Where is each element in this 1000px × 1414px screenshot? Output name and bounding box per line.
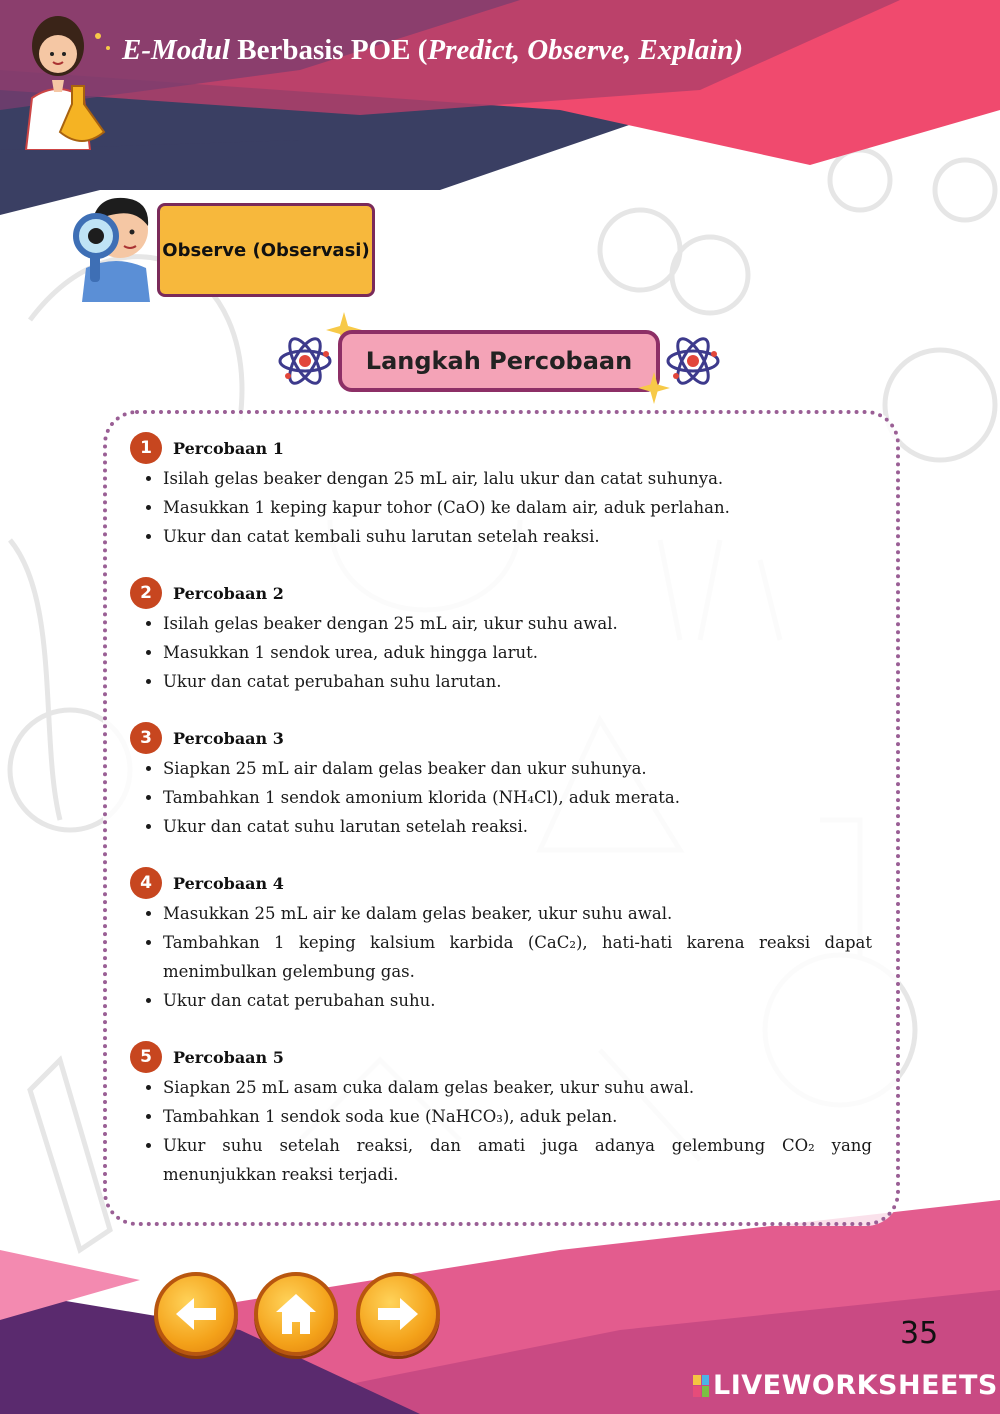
number-badge: 3	[130, 722, 162, 754]
step-list	[130, 609, 872, 696]
number-badge: 2	[130, 577, 162, 609]
observe-label-box	[157, 203, 375, 297]
arrow-right-icon	[374, 1290, 422, 1338]
previous-page-button[interactable]	[154, 1272, 238, 1356]
brand-text: LIVEWORKSHEETS	[713, 1370, 998, 1401]
header-title-emodul: E-Modul	[122, 34, 230, 66]
step-item: • Ukur dan catat suhu larutan setelah reaksi.	[163, 812, 872, 841]
header-title-middle: Berbasis POE (	[229, 34, 428, 66]
experiment-section-4	[130, 867, 872, 1015]
step-list	[130, 1073, 872, 1189]
experiment-section-3	[130, 722, 872, 841]
step-list	[130, 754, 872, 841]
observe-label: Observe (Observasi)	[162, 239, 370, 261]
experiment-heading	[130, 432, 872, 464]
experiment-section-5	[130, 1041, 872, 1189]
experiment-heading	[130, 867, 872, 899]
langkah-percobaan-banner	[338, 330, 660, 392]
step-item: • Masukkan 1 keping kapur tohor (CaO) ke dalam air, aduk perlahan.	[163, 493, 872, 522]
number-badge: 5	[130, 1041, 162, 1073]
step-item: • Siapkan 25 mL asam cuka dalam gelas beaker, ukur suhu awal.	[163, 1073, 872, 1102]
experiment-title: Percobaan 3	[173, 728, 284, 748]
scientist-girl-illustration	[12, 8, 120, 150]
step-list	[130, 899, 872, 1015]
step-item: • Tambahkan 1 sendok amonium klorida (NH₄Cl), aduk merata.	[163, 783, 872, 812]
experiment-title: Percobaan 1	[173, 438, 284, 458]
boy-magnifier-illustration	[66, 184, 162, 302]
experiment-section-1	[130, 432, 872, 551]
header-title-poe: Predict, Observe, Explain)	[427, 34, 744, 66]
step-item: • Masukkan 25 mL air ke dalam gelas beaker, ukur suhu awal.	[163, 899, 872, 928]
home-icon	[272, 1290, 320, 1338]
page-header-title	[122, 34, 743, 67]
step-item: • Masukkan 1 sendok urea, aduk hingga larut.	[163, 638, 872, 667]
step-list	[130, 464, 872, 551]
atom-icon	[664, 332, 722, 390]
experiment-section-2	[130, 577, 872, 696]
step-item: • Ukur dan catat perubahan suhu larutan.	[163, 667, 872, 696]
home-button[interactable]	[254, 1272, 338, 1356]
step-item: • Tambahkan 1 keping kalsium karbida (CaC₂), hati-hati karena reaksi dapat menimbulkan gelembung gas.	[163, 928, 872, 986]
step-item: • Ukur dan catat perubahan suhu.	[163, 986, 872, 1015]
number-badge: 1	[130, 432, 162, 464]
step-item: • Ukur suhu setelah reaksi, dan amati juga adanya gelembung CO₂ yang menunjukkan reaksi terjadi.	[163, 1131, 872, 1189]
section-title: Langkah Percobaan	[365, 347, 633, 375]
experiment-title: Percobaan 2	[173, 583, 284, 603]
page-number: 35	[900, 1316, 939, 1351]
sparkle-icon	[638, 372, 670, 404]
step-item: • Siapkan 25 mL air dalam gelas beaker dan ukur suhunya.	[163, 754, 872, 783]
experiment-heading	[130, 577, 872, 609]
step-item: • Ukur dan catat kembali suhu larutan setelah reaksi.	[163, 522, 872, 551]
experiment-heading	[130, 722, 872, 754]
step-item: • Tambahkan 1 sendok soda kue (NaHCO₃), aduk pelan.	[163, 1102, 872, 1131]
experiment-title: Percobaan 4	[173, 873, 284, 893]
arrow-left-icon	[172, 1290, 220, 1338]
step-item: • Isilah gelas beaker dengan 25 mL air, lalu ukur dan catat suhunya.	[163, 464, 872, 493]
number-badge: 4	[130, 867, 162, 899]
liveworksheets-brand	[693, 1370, 998, 1401]
step-item: • Isilah gelas beaker dengan 25 mL air, ukur suhu awal.	[163, 609, 872, 638]
experiment-title: Percobaan 5	[173, 1047, 284, 1067]
experiment-heading	[130, 1041, 872, 1073]
next-page-button[interactable]	[356, 1272, 440, 1356]
liveworksheets-logo-icon	[693, 1375, 709, 1397]
